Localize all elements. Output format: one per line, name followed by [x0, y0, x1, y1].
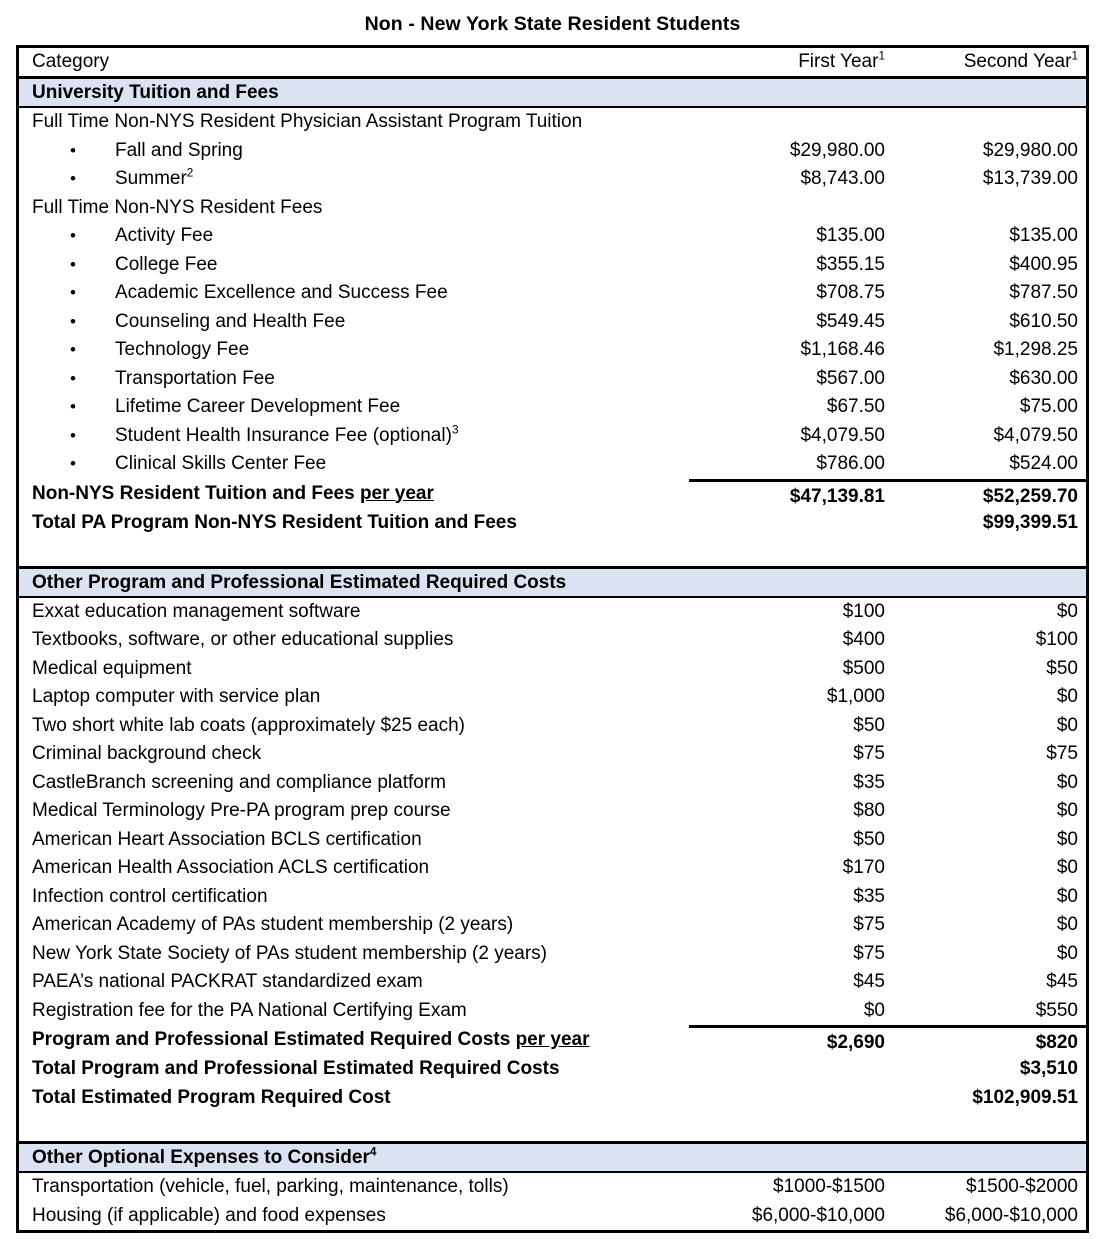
row-label: American Academy of PAs student membership (2 years)	[32, 914, 514, 935]
table-row	[19, 968, 1086, 997]
first-year-cell: $1000-$1500	[773, 1176, 885, 1197]
category-cell	[19, 940, 689, 969]
first-year-column-header: First Year$^1$	[798, 49, 885, 72]
second-year-cell: $4,079.50	[993, 424, 1078, 446]
first-year-cell: $400	[842, 629, 885, 650]
bullet-icon: •	[70, 283, 76, 302]
second-year-cell: $0	[1056, 857, 1078, 878]
table-row	[19, 251, 1086, 280]
first-year-cell: $45	[853, 971, 885, 992]
category-cell	[19, 626, 689, 655]
table-row	[19, 911, 1086, 940]
second-year-cell: $400.95	[1009, 253, 1078, 275]
second-year-cell: $75.00	[1019, 396, 1078, 417]
second-year-cell: $52,259.70	[889, 479, 1086, 508]
first-year-cell: $4,079.50	[800, 424, 885, 446]
row-label: Full Time Non-NYS Resident Physician Assistant Program Tuition	[32, 111, 583, 132]
first-year-cell: $35	[853, 885, 885, 907]
section-header	[19, 79, 1086, 108]
row-label: Registration fee for the PA National Certifying Exam	[32, 999, 467, 1021]
footnote-superscript: 1	[878, 49, 885, 63]
second-year-cell: $6,000-$10,000	[944, 1204, 1078, 1226]
row-label: Clinical Skills Center Fee	[115, 453, 327, 474]
bullet-icon: •	[70, 311, 76, 331]
table-row	[19, 1173, 1086, 1202]
row-label: Technology Fee	[115, 339, 250, 360]
second-year-cell: $1,298.25	[993, 339, 1078, 360]
first-year-cell	[689, 108, 889, 137]
second-year-cell: $75	[1046, 743, 1078, 764]
row-label: Total PA Program Non-NYS Resident Tuition and Fees	[32, 511, 517, 533]
first-year-cell: $355.15	[816, 253, 885, 275]
first-year-cell: $35	[853, 771, 885, 793]
footnote-superscript: 1	[1071, 49, 1078, 63]
first-year-cell: $786.00	[816, 453, 885, 474]
table-row	[19, 797, 1086, 826]
first-year-cell: $135.00	[816, 225, 885, 246]
table-row	[19, 508, 1086, 537]
row-label: Transportation Fee	[115, 367, 275, 389]
row-label: Infection control certification	[32, 885, 268, 907]
second-year-cell: $550	[1035, 999, 1078, 1021]
category-cell	[19, 826, 689, 855]
category-cell	[19, 712, 689, 741]
first-year-cell: $80	[853, 800, 885, 821]
table-row	[19, 422, 1086, 451]
second-year-cell: $610.50	[1009, 310, 1078, 332]
category-cell	[19, 165, 689, 194]
first-year-cell: $6,000-$10,000	[751, 1204, 885, 1226]
row-label: Academic Excellence and Success Fee	[115, 282, 448, 303]
second-year-cell: $787.50	[1009, 282, 1078, 303]
table-row	[19, 165, 1086, 194]
table-row	[19, 1202, 1086, 1231]
first-year-cell: $708.75	[816, 282, 885, 303]
bullet-icon: •	[70, 140, 76, 160]
first-year-cell: $100	[842, 600, 885, 622]
table-row	[19, 194, 1086, 223]
first-year-cell: $29,980.00	[789, 139, 885, 161]
page-title: Non - New York State Resident Students	[364, 13, 741, 35]
bullet-icon: •	[70, 254, 76, 274]
row-label: American Health Association ACLS certification	[32, 857, 430, 878]
category-cell	[19, 137, 689, 166]
first-year-cell	[689, 508, 889, 537]
row-label: Total Program and Professional Estimated Required Costs	[32, 1058, 560, 1079]
second-year-cell: $0	[1056, 885, 1078, 907]
second-year-cell: $0	[1056, 942, 1078, 964]
first-year-cell: $170	[842, 857, 885, 878]
table-row	[19, 279, 1086, 308]
table-row	[19, 626, 1086, 655]
category-cell	[19, 365, 689, 394]
table-row	[19, 1083, 1086, 1112]
first-year-cell: $47,139.81	[689, 479, 889, 508]
second-year-column-header: Second Year$^1$	[963, 49, 1078, 72]
category-cell	[19, 655, 689, 684]
row-label: Counseling and Health Fee	[115, 310, 346, 332]
second-year-cell: $0	[1056, 828, 1078, 850]
second-year-cell: $0	[1056, 800, 1078, 821]
table-row	[19, 997, 1086, 1026]
second-year-cell: $45	[1046, 971, 1078, 992]
bullet-icon: •	[70, 169, 76, 188]
category-column-header: Category	[32, 51, 110, 72]
row-label: Program and Professional Estimated Required Costs	[32, 1029, 516, 1050]
table-row	[19, 712, 1086, 741]
section-header	[19, 1141, 1086, 1173]
table-row	[19, 108, 1086, 137]
category-cell	[19, 740, 689, 769]
category-cell	[19, 422, 689, 451]
category-cell	[19, 598, 689, 627]
row-label: Transportation (vehicle, fuel, parking, maintenance, tolls)	[32, 1176, 509, 1197]
row-label: Textbooks, software, or other educational supplies	[32, 629, 454, 650]
table-row	[19, 1054, 1086, 1083]
section-header-label: Other Optional Expenses to Consider	[32, 1147, 370, 1168]
second-year-cell: $0	[1056, 714, 1078, 736]
category-cell	[19, 508, 689, 537]
category-cell	[19, 1025, 689, 1054]
row-label: Housing (if applicable) and food expenses	[32, 1204, 386, 1226]
bullet-icon: •	[70, 226, 76, 245]
second-year-cell: $50	[1046, 657, 1078, 679]
table-row	[19, 450, 1086, 479]
row-label: Full Time Non-NYS Resident Fees	[32, 196, 323, 218]
footnote-superscript: 3	[451, 423, 459, 437]
first-year-cell	[689, 194, 889, 223]
bullet-icon: •	[70, 397, 76, 416]
spacer-row	[19, 1112, 1086, 1141]
second-year-cell	[889, 108, 1086, 137]
table-row	[19, 740, 1086, 769]
bullet-icon: •	[70, 425, 76, 445]
row-label: Laptop computer with service plan	[32, 686, 321, 707]
first-year-cell: $75	[853, 743, 885, 764]
second-year-cell: $99,399.51	[982, 511, 1078, 533]
table-row	[19, 683, 1086, 712]
category-cell	[19, 854, 689, 883]
row-label-underlined: per year	[515, 1029, 590, 1050]
first-year-cell: $1,168.46	[800, 339, 885, 360]
first-year-cell: $0	[863, 999, 885, 1021]
table-row	[19, 598, 1086, 627]
second-year-cell: $0	[1056, 686, 1078, 707]
row-label: Exxat education management software	[32, 600, 361, 622]
second-year-cell: $13,739.00	[982, 168, 1078, 189]
category-cell	[19, 997, 689, 1026]
category-cell	[19, 883, 689, 912]
row-label: Activity Fee	[115, 225, 214, 246]
category-cell	[19, 911, 689, 940]
second-year-cell: $102,909.51	[972, 1087, 1078, 1108]
first-year-cell: $50	[853, 714, 885, 736]
table-row	[19, 854, 1086, 883]
second-year-cell: $0	[1056, 600, 1078, 622]
second-year-cell: $3,510	[1019, 1058, 1078, 1079]
footnote-superscript: 2	[186, 166, 194, 180]
row-label: Student Health Insurance Fee (optional)	[115, 424, 452, 446]
second-year-cell: $0	[1056, 771, 1078, 793]
second-year-cell: $100	[1035, 629, 1078, 650]
table-row	[19, 137, 1086, 166]
table-row	[19, 655, 1086, 684]
first-year-cell: $2,690	[689, 1025, 889, 1054]
second-year-cell	[889, 194, 1086, 223]
table-row	[19, 365, 1086, 394]
row-label: Fall and Spring	[115, 139, 243, 161]
category-cell	[19, 968, 689, 997]
second-year-cell: $630.00	[1009, 367, 1078, 389]
first-year-cell: $8,743.00	[800, 168, 885, 189]
second-year-cell: $524.00	[1009, 453, 1078, 474]
row-label: Summer	[115, 168, 187, 189]
category-cell	[19, 108, 689, 137]
first-year-cell: $549.45	[816, 310, 885, 332]
row-label: Two short white lab coats (approximately $25 each)	[32, 714, 465, 736]
category-cell	[19, 1054, 689, 1083]
row-label: American Heart Association BCLS certification	[32, 828, 422, 850]
category-cell	[19, 251, 689, 280]
table-row	[19, 883, 1086, 912]
table-row	[19, 940, 1086, 969]
first-year-cell: $500	[842, 657, 885, 679]
section-header	[19, 566, 1086, 598]
category-cell	[19, 222, 689, 251]
table-row	[19, 479, 1086, 508]
first-year-cell: $1,000	[826, 686, 885, 707]
first-year-cell: $67.50	[826, 396, 885, 417]
row-label-underlined: per year	[359, 482, 434, 504]
second-year-cell: $1500-$2000	[966, 1176, 1078, 1197]
bullet-icon: •	[70, 454, 76, 473]
row-label: New York State Society of PAs student membership (2 years)	[32, 942, 547, 964]
category-cell	[19, 769, 689, 798]
category-cell	[19, 450, 689, 479]
row-label: Non-NYS Resident Tuition and Fees	[32, 482, 360, 504]
table-row	[19, 826, 1086, 855]
row-label: PAEA’s national PACKRAT standardized exam	[32, 971, 423, 992]
category-cell	[19, 1173, 689, 1202]
footnote-superscript: 4	[369, 1145, 377, 1159]
first-year-cell: $75	[853, 942, 885, 964]
category-cell	[19, 1202, 689, 1231]
table-row	[19, 308, 1086, 337]
category-cell	[19, 336, 689, 365]
bullet-icon: •	[70, 368, 76, 388]
section-header-label: University Tuition and Fees	[32, 82, 279, 103]
first-year-cell: $75	[853, 914, 885, 935]
first-year-cell	[689, 1083, 889, 1112]
first-year-cell: $50	[853, 828, 885, 850]
first-year-cell: $567.00	[816, 367, 885, 389]
category-cell	[19, 194, 689, 223]
table-row	[19, 393, 1086, 422]
category-cell	[19, 683, 689, 712]
bullet-icon: •	[70, 340, 76, 359]
second-year-cell: $135.00	[1009, 225, 1078, 246]
category-cell	[19, 308, 689, 337]
table-row	[19, 336, 1086, 365]
table-header-row	[19, 48, 1086, 79]
row-label: Total Estimated Program Required Cost	[32, 1087, 391, 1108]
category-cell	[19, 279, 689, 308]
row-label: Medical Terminology Pre-PA program prep course	[32, 800, 451, 821]
table-row	[19, 222, 1086, 251]
category-cell	[19, 479, 689, 508]
row-label: Criminal background check	[32, 743, 262, 764]
first-year-cell	[689, 1054, 889, 1083]
second-year-cell: $820	[889, 1025, 1086, 1054]
spacer-row	[19, 537, 1086, 566]
row-label: Lifetime Career Development Fee	[115, 396, 401, 417]
category-cell	[19, 797, 689, 826]
second-year-cell: $0	[1056, 914, 1078, 935]
costs-table	[16, 45, 1089, 1233]
category-cell	[19, 1083, 689, 1112]
section-header-label: Other Program and Professional Estimated Required Costs	[32, 571, 567, 593]
table-row	[19, 769, 1086, 798]
row-label: CastleBranch screening and compliance platform	[32, 771, 446, 793]
row-label: College Fee	[115, 253, 218, 275]
table-row	[19, 1025, 1086, 1054]
row-label: Medical equipment	[32, 657, 192, 679]
category-cell	[19, 393, 689, 422]
second-year-cell: $29,980.00	[982, 139, 1078, 161]
